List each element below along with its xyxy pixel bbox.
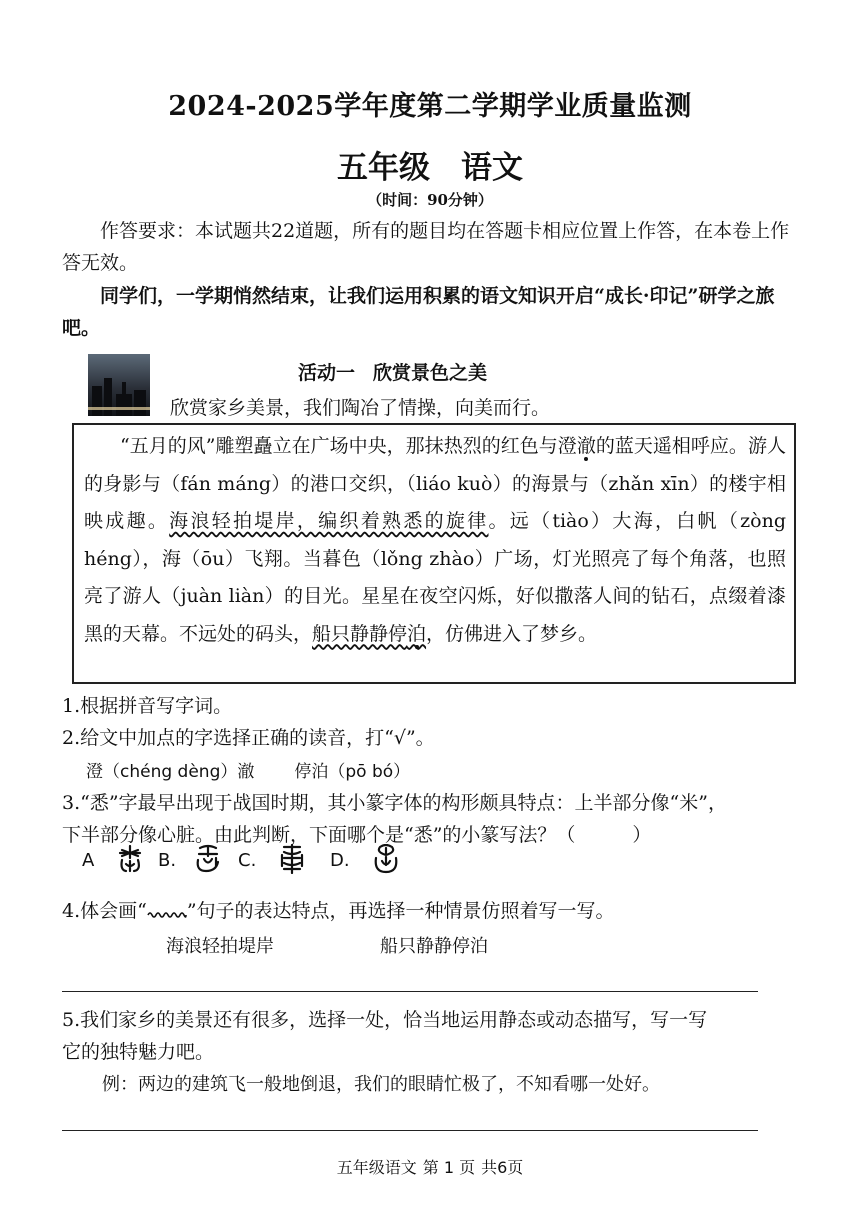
activity-photo — [88, 354, 150, 416]
q4-phrase-b: 船只静静停泊 — [380, 936, 488, 957]
wavy-line-icon — [147, 909, 187, 919]
answer-line-q5 — [62, 1130, 758, 1131]
seal-script-c-icon — [278, 844, 306, 874]
q2-option-a: 澄（chéng dèng）澈 — [86, 762, 255, 782]
instructions: 作答要求：本试题共22道题，所有的题目均在答题卡相应位置上作答，在本卷上作答无效。 — [62, 220, 790, 274]
question-5-line1: 5.我们家乡的美景还有很多，选择一处，恰当地运用静态或动态描写，写一写 — [62, 1009, 708, 1031]
q3-option-d-label: D. — [330, 850, 350, 871]
wavy-underlined-sentence: 海浪轻拍堤岸，编织着熟悉的旋律 — [169, 510, 489, 532]
question-3-line1: 3.“悉”字最早出现于战国时期，其小篆字体的构形颇具特点：上半部分像“米”， — [62, 792, 727, 814]
question-4: 4.体会画“ ”句子的表达特点，再选择一种情景仿照着写一写。 — [62, 900, 615, 922]
exam-subtitle: 五年级 语文 — [337, 150, 523, 186]
q5-example: 例：两边的建筑飞一般地倒退，我们的眼睛忙极了，不知看哪一处好。 — [102, 1074, 660, 1095]
exam-title: 2024-2025学年度第二学期学业质量监测 — [168, 91, 692, 122]
seal-script-d-icon — [372, 844, 400, 874]
dotted-char: 澈 — [576, 435, 596, 457]
dotted-char: 泊 — [407, 622, 427, 645]
question-1: 1.根据拼音写字词。 — [62, 695, 233, 717]
activity-subtitle: 欣赏家乡美景，我们陶冶了情操，向美而行。 — [170, 397, 551, 419]
seal-script-b-icon — [194, 844, 222, 874]
intro-text: 同学们，一学期悄然结束，让我们运用积累的语文知识开启“成长·印记”研学之旅吧。 — [62, 285, 775, 339]
page-footer: 五年级语文 第 1 页 共6页 — [336, 1158, 524, 1177]
seal-script-a-icon — [116, 844, 144, 874]
exam-time: （时间：90分钟） — [367, 191, 493, 209]
question-3-line2: 下半部分像心脏。由此判断，下面哪个是“悉”的小篆写法？（ ） — [62, 824, 652, 846]
activity-title: 活动一 欣赏景色之美 — [298, 362, 488, 384]
answer-line-q4 — [62, 991, 758, 992]
q3-option-a-label: A — [82, 850, 95, 871]
question-2-options — [62, 755, 802, 788]
q2-option-b: 停泊（pō bó） — [294, 762, 411, 782]
q4-phrase-a: 海浪轻拍堤岸 — [166, 936, 274, 957]
question-2: 2.给文中加点的字选择正确的读音，打“√”。 — [62, 727, 435, 749]
q3-option-b-label: B. — [158, 850, 177, 871]
question-5-line2: 它的独特魅力吧。 — [62, 1041, 215, 1063]
q3-option-c-label: C. — [238, 850, 257, 871]
reading-passage: “五月的风”雕塑矗立在广场中央，那抹热烈的红色与澄澈的蓝天遥相呼应。游人的身影与（fán máng）的港口交织，（liáo kuò）的海景与（zhǎn xīn）的楼宇相映成趣。海浪轻拍堤岸，编织着熟悉的旋律。远（tiào）大海，白帆（zòng héng），海（ōu）飞翔。当暮色（lǒng zhào）广场，灯光照亮了每个角落，也照亮了游人（juàn liàn）的目光。星星在夜空闪烁，好似撒落人间的钻石，点缀着漆黑的天幕。不远处的码头，船只静静停泊，仿佛进入了梦乡。 — [84, 435, 786, 645]
wavy-underlined-sentence: 船只静静停泊 — [312, 622, 427, 645]
